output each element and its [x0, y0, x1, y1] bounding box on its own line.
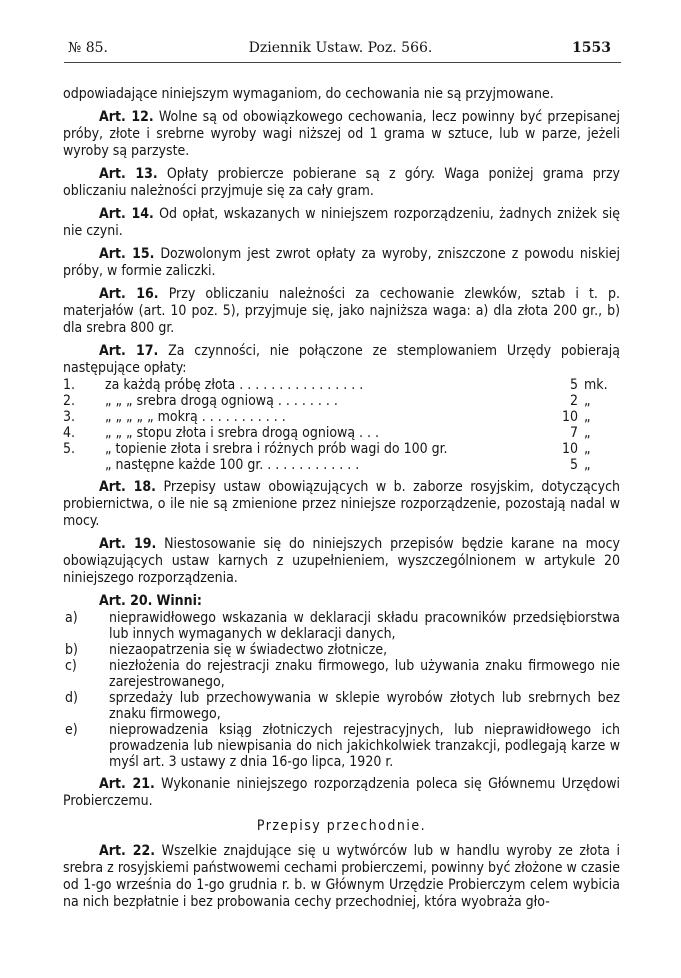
fee-number: 4.	[63, 425, 76, 441]
article-22	[63, 843, 620, 911]
article-label: Art. 22.	[99, 843, 156, 859]
article-12	[63, 109, 620, 160]
fee-row	[63, 393, 620, 409]
article-text: Wykonanie niniejszego rozporządzenia poleca się Głównemu Urzędowi Probierczemu.	[63, 776, 620, 809]
item-letter: b)	[65, 642, 78, 658]
document-body	[63, 86, 620, 917]
fee-row	[63, 425, 620, 441]
article-label: Art. 17.	[99, 343, 159, 359]
offense-list	[63, 610, 620, 770]
item-text: niezaopatrzenia się w świadectwo złotnicze,	[109, 642, 388, 658]
list-item	[63, 722, 620, 770]
fee-description: „ topienie złota i srebra i różnych prób wagi do 100 gr.	[105, 441, 448, 457]
fee-description: „ „ „ stopu złota i srebra drogą ogniową . . .	[105, 425, 380, 441]
item-letter: c)	[65, 658, 77, 674]
fee-description: „ „ „ srebra drogą ogniową . . . . . . . .	[105, 393, 338, 409]
article-text: Niestosowanie się do niniejszych przepisów będzie karane na mocy obowiązujących ustaw karnych z uzupełnieniem, wyszczególnionem w artykule 20 niniejszego rozporządzenia.	[63, 536, 621, 586]
list-item	[63, 610, 620, 642]
article-label: Art. 15.	[99, 246, 155, 262]
article-19	[63, 536, 620, 587]
section-title: Przepisy przechodnie.	[256, 818, 427, 834]
fee-row	[63, 377, 620, 393]
item-letter: e)	[65, 722, 78, 738]
fee-value: 10	[561, 441, 578, 457]
paragraph	[63, 86, 620, 103]
article-15	[63, 246, 620, 280]
article-text: Winni:	[156, 593, 202, 609]
fee-row	[63, 441, 620, 457]
fee-value: 7	[569, 425, 578, 441]
fee-unit: „	[584, 457, 591, 473]
article-14	[63, 206, 620, 240]
article-label: Art. 20.	[99, 593, 153, 609]
fee-row	[63, 409, 620, 425]
article-text: Za czynności, nie połączone ze stemplowaniem Urzędy pobierają następujące opłaty:	[63, 343, 620, 376]
article-label: Art. 13.	[99, 166, 158, 182]
fee-number: 5.	[63, 441, 76, 457]
article-label: Art. 21.	[99, 776, 155, 792]
article-text: Przy obliczaniu należności za cechowanie zlewków, sztab i t. p. materjałów (art. 10 poz. 5), przyjmuje się, jako najniższa waga: a) dla złota 200 gr., b) dla srebra 800 gr.	[63, 286, 620, 336]
article-label: Art. 12.	[99, 109, 154, 125]
fee-description: „ „ „ „ „ mokrą . . . . . . . . . . .	[105, 409, 286, 425]
fee-description: „ następne każde 100 gr. . . . . . . . . . . . .	[105, 457, 360, 473]
fee-value: 5	[569, 457, 578, 473]
page-number: 1553	[572, 40, 611, 56]
paragraph-text: odpowiadające niniejszym wymaganiom, do cechowania nie są przyjmowane.	[63, 86, 554, 102]
item-text: sprzedaży lub przechowywania w sklepie wyrobów złotych lub srebrnych bez znaku firmowego,	[109, 690, 620, 722]
item-text: nieprowadzenia ksiąg złotniczych rejestracyjnych, lub nieprawidłowego ich prowadzenia lub niewpisania do nich jakichkolwiek tranzakcji, podlegają karze w myśl art. 3 ustawy z dnia 16-go lipca, 1920 r.	[109, 722, 620, 770]
list-item	[63, 642, 620, 658]
header-rule	[64, 62, 621, 63]
fee-unit: „	[584, 425, 591, 441]
fee-description: za każdą próbę złota . . . . . . . . . . . . . . . .	[105, 377, 364, 393]
journal-title: Dziennik Ustaw. Poz. 566.	[248, 40, 433, 56]
article-17	[63, 343, 620, 377]
article-text: Dozwolonym jest zwrot opłaty za wyroby, zniszczone z powodu niskiej próby, w formie zaliczki.	[63, 246, 620, 279]
article-21	[63, 776, 620, 810]
item-letter: d)	[65, 690, 78, 706]
fee-list	[63, 377, 620, 473]
article-16	[63, 286, 620, 337]
fee-unit: „	[584, 441, 591, 457]
fee-unit: mk.	[584, 377, 608, 393]
fee-row	[63, 457, 620, 473]
fee-unit: „	[584, 409, 591, 425]
list-item	[63, 690, 620, 722]
article-label: Art. 18.	[99, 479, 156, 495]
fee-unit: „	[584, 393, 591, 409]
issue-number: № 85.	[68, 40, 108, 56]
article-label: Art. 14.	[99, 206, 154, 222]
article-label: Art. 16.	[99, 286, 159, 302]
fee-number: 3.	[63, 409, 76, 425]
article-20	[63, 593, 620, 610]
article-text: Przepisy ustaw obowiązujących w b. zaborze rosyjskim, dotyczących probiernictwa, o ile nie są zmienione przez niniejsze rozporządzenie, pozostają nadal w mocy.	[63, 479, 621, 529]
article-text: Opłaty probiercze pobierane są z góry. Waga poniżej grama przy obliczaniu należności przyjmuje się za cały gram.	[63, 166, 621, 199]
article-text: Od opłat, wskazanych w niniejszem rozporządzeniu, żadnych zniżek się nie czyni.	[63, 206, 621, 239]
article-text: Wszelkie znajdujące się u wytwórców lub w handlu wyroby ze złota i srebra z rosyjskiemi państwowemi cechami probierczemi, powinny być złożone w czasie od 1-go września do 1-go grudnia r. b. w Głównym Urzędzie Probierczym celem wybicia na nich bezpłatnie i bez probowania cechy przechodniej, która wyobraża gło-	[63, 843, 621, 910]
fee-number: 1.	[63, 377, 76, 393]
fee-number	[63, 457, 105, 473]
fee-value: 5	[569, 377, 578, 393]
item-text: niezłożenia do rejestracji znaku firmowego, lub używania znaku firmowego nie zarejestrowanego,	[109, 658, 620, 690]
article-text: Wolne są od obowiązkowego cechowania, lecz powinny być przepisanej próby, złote i srebrne wyroby wagi niższej od 1 grama w sztuce, lub w parze, jeżeli wyroby są parzyste.	[63, 109, 620, 159]
item-text: nieprawidłowego wskazania w deklaracji składu pracowników przedsiębiorstwa lub innych wymaganych w deklaracji danych,	[109, 610, 620, 642]
item-letter: a)	[65, 610, 78, 626]
list-item	[63, 658, 620, 690]
article-label: Art. 19.	[99, 536, 157, 552]
fee-value: 2	[569, 393, 578, 409]
fee-value: 10	[561, 409, 578, 425]
article-18	[63, 479, 620, 530]
fee-number: 2.	[63, 393, 76, 409]
article-13	[63, 166, 620, 200]
